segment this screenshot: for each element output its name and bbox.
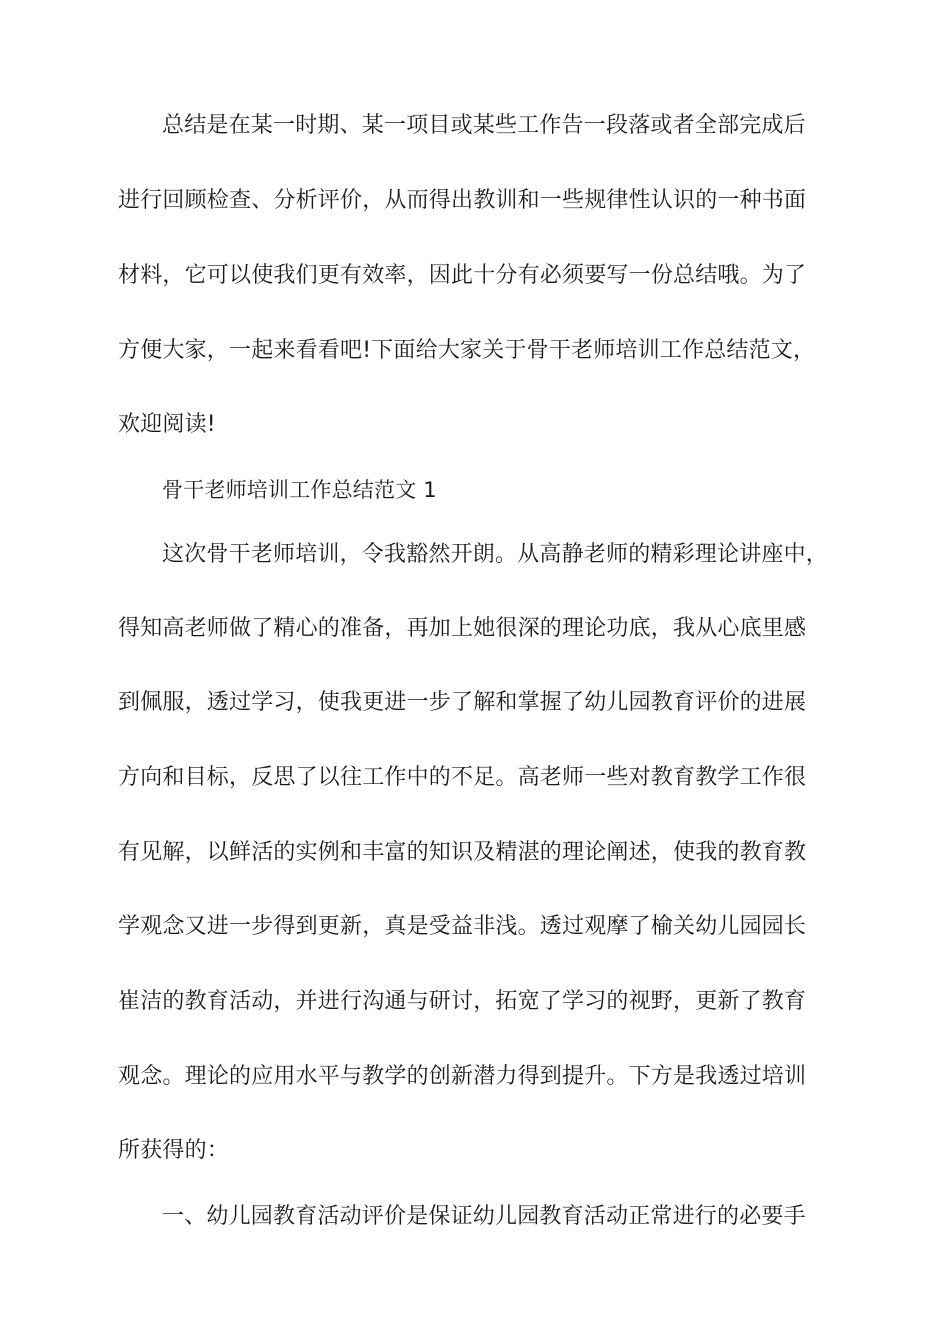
point-one-line: 一、幼儿园教育活动评价是保证幼儿园教育活动正常进行的必要手: [162, 1204, 806, 1229]
intro-line-5: 欢迎阅读!: [118, 412, 216, 437]
intro-line-3: 材料，它可以使我们更有效率，因此十分有必须要写一份总结哦。为了: [118, 263, 807, 288]
section-title: 骨干老师培训工作总结范文 1: [162, 478, 437, 502]
body-line-4: 方向和目标，反思了以往工作中的不足。高老师一些对教育教学工作很: [118, 765, 807, 790]
body-line-9: 所获得的：: [118, 1138, 230, 1163]
intro-line-4: 方便大家，一起来看看吧!下面给大家关于骨干老师培训工作总结范文，: [118, 338, 816, 363]
intro-line-1: 总结是在某一时期、某一项目或某些工作告一段落或者全部完成后: [162, 113, 806, 138]
intro-line-2: 进行回顾检查、分析评价，从而得出教训和一些规律性认识的一种书面: [118, 188, 807, 213]
body-line-5: 有见解，以鲜活的实例和丰富的知识及精湛的理论阐述，使我的教育教: [118, 840, 807, 865]
body-line-7: 崔洁的教育活动，并进行沟通与研讨，拓宽了学习的视野，更新了教育: [118, 989, 807, 1014]
body-line-1: 这次骨干老师培训，令我豁然开朗。从高静老师的精彩理论讲座中，: [162, 542, 829, 567]
body-line-3: 到佩服，透过学习，使我更进一步了解和掌握了幼儿园教育评价的进展: [118, 690, 807, 715]
body-line-2: 得知高老师做了精心的准备，再加上她很深的理论功底，我从心底里感: [118, 616, 807, 641]
body-line-6: 学观念又进一步得到更新，真是受益非浅。透过观摩了榆关幼儿园园长: [118, 914, 807, 939]
body-line-8: 观念。理论的应用水平与教学的创新潜力得到提升。下方是我透过培训: [118, 1064, 807, 1089]
